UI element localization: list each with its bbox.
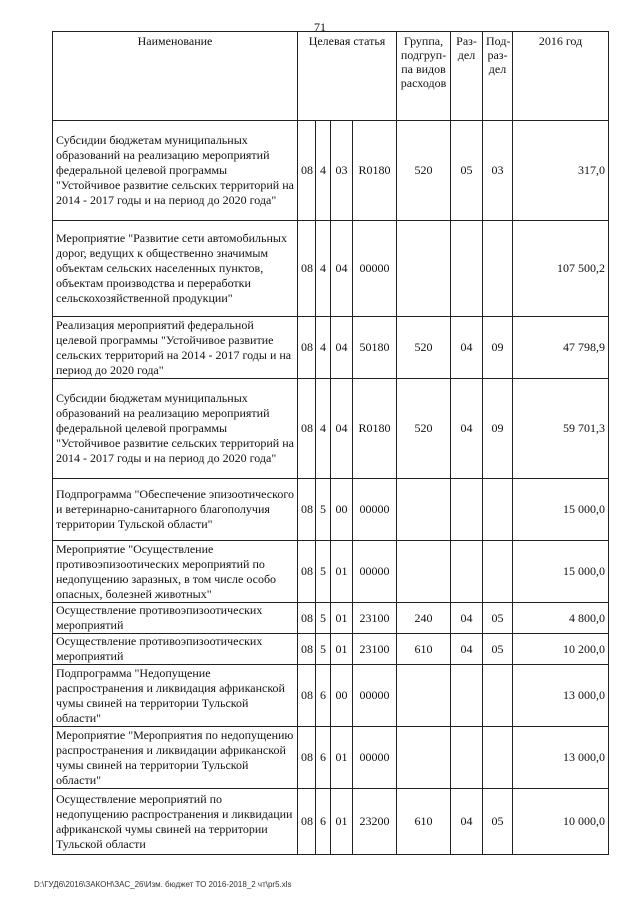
header-subsection: Под-раз-дел — [483, 32, 513, 121]
section: 05 — [451, 121, 483, 221]
target-code-1: 08 — [298, 603, 316, 634]
subsection — [483, 727, 513, 789]
subsection: 03 — [483, 121, 513, 221]
section — [451, 541, 483, 603]
target-code-3: 03 — [331, 121, 353, 221]
section: 04 — [451, 634, 483, 665]
subsection — [483, 479, 513, 541]
target-code-3: 04 — [331, 221, 353, 317]
target-code-1: 08 — [298, 121, 316, 221]
target-code-1: 08 — [298, 479, 316, 541]
subsection — [483, 665, 513, 727]
amount-2016: 15 000,0 — [513, 541, 609, 603]
target-code-4: 00000 — [353, 727, 397, 789]
amount-2016: 59 701,3 — [513, 379, 609, 479]
row-name: Мероприятие "Развитие сети автомобильных дорог, ведущих к общественно значимым объектам сельских населенных пунктов, объектам производства и переработки сельскохозяйственной продукции" — [53, 221, 298, 317]
subsection: 09 — [483, 317, 513, 379]
table-row — [53, 541, 609, 603]
subsection: 05 — [483, 789, 513, 855]
target-code-4: 00000 — [353, 479, 397, 541]
table-body — [53, 121, 609, 855]
row-name: Подпрограмма "Недопущение распространения и ликвидация африканской чумы свиней на территории Тульской области" — [53, 665, 298, 727]
subsection — [483, 541, 513, 603]
section — [451, 727, 483, 789]
target-code-3: 00 — [331, 665, 353, 727]
target-code-3: 00 — [331, 479, 353, 541]
row-name: Осуществление противоэпизоотических мероприятий — [53, 603, 298, 634]
amount-2016: 107 500,2 — [513, 221, 609, 317]
amount-2016: 10 200,0 — [513, 634, 609, 665]
section: 04 — [451, 317, 483, 379]
header-section: Раз-дел — [451, 32, 483, 121]
target-code-4: 00000 — [353, 221, 397, 317]
expense-group — [397, 221, 451, 317]
amount-2016: 13 000,0 — [513, 727, 609, 789]
row-name: Осуществление мероприятий по недопущению распространения и ликвидации африканской чумы свиней на территории Тульской области — [53, 789, 298, 855]
section — [451, 221, 483, 317]
table-row — [53, 479, 609, 541]
target-code-2: 5 — [316, 541, 331, 603]
section — [451, 479, 483, 541]
table-row — [53, 317, 609, 379]
row-name: Подпрограмма "Обеспечение эпизоотического и ветеринарно-санитарного благополучия территории Тульской области" — [53, 479, 298, 541]
subsection: 09 — [483, 379, 513, 479]
target-code-1: 08 — [298, 727, 316, 789]
row-name: Мероприятие "Мероприятия по недопущению распространения и ликвидации африканской чумы свиней на территории Тульской области" — [53, 727, 298, 789]
target-code-4: 50180 — [353, 317, 397, 379]
target-code-3: 01 — [331, 727, 353, 789]
row-name: Реализация мероприятий федеральной целевой программы "Устойчивое развитие сельских территорий на 2014 - 2017 годы и на период до 2020 года" — [53, 317, 298, 379]
target-code-2: 6 — [316, 665, 331, 727]
amount-2016: 10 000,0 — [513, 789, 609, 855]
expense-group — [397, 479, 451, 541]
header-expense-group: Группа, подгруп-па видов расходов — [397, 32, 451, 121]
expense-group: 610 — [397, 634, 451, 665]
target-code-1: 08 — [298, 317, 316, 379]
row-name: Субсидии бюджетам муниципальных образований на реализацию мероприятий федеральной целевой программы "Устойчивое развитие сельских территорий на 2014 - 2017 годы и на период до 2020 года" — [53, 379, 298, 479]
subsection — [483, 221, 513, 317]
target-code-2: 6 — [316, 727, 331, 789]
expense-group: 520 — [397, 121, 451, 221]
amount-2016: 15 000,0 — [513, 479, 609, 541]
target-code-4: 23100 — [353, 634, 397, 665]
expense-group: 240 — [397, 603, 451, 634]
target-code-2: 4 — [316, 121, 331, 221]
target-code-2: 4 — [316, 379, 331, 479]
expense-group — [397, 665, 451, 727]
target-code-3: 01 — [331, 603, 353, 634]
target-code-3: 01 — [331, 541, 353, 603]
expense-group — [397, 541, 451, 603]
amount-2016: 47 798,9 — [513, 317, 609, 379]
target-code-3: 04 — [331, 379, 353, 479]
target-code-3: 01 — [331, 634, 353, 665]
section: 04 — [451, 379, 483, 479]
target-code-4: R0180 — [353, 121, 397, 221]
amount-2016: 317,0 — [513, 121, 609, 221]
row-name: Осуществление противоэпизоотических мероприятий — [53, 634, 298, 665]
amount-2016: 13 000,0 — [513, 665, 609, 727]
expense-group: 610 — [397, 789, 451, 855]
expense-group — [397, 727, 451, 789]
table-row — [53, 634, 609, 665]
subsection: 05 — [483, 603, 513, 634]
section: 04 — [451, 789, 483, 855]
page-number: 71 — [314, 20, 326, 34]
amount-2016: 4 800,0 — [513, 603, 609, 634]
subsection: 05 — [483, 634, 513, 665]
table-row — [53, 665, 609, 727]
target-code-2: 4 — [316, 317, 331, 379]
target-code-1: 08 — [298, 221, 316, 317]
section: 04 — [451, 603, 483, 634]
budget-table — [52, 31, 609, 855]
file-path-footer: D:\ГУД6\2016\ЗАКОН\ЗАС_26\Изм. бюджет ТО 2016-2018_2 чт\pr5.xls — [34, 880, 292, 889]
target-code-2: 5 — [316, 634, 331, 665]
table-row — [53, 603, 609, 634]
target-code-2: 4 — [316, 221, 331, 317]
target-code-4: R0180 — [353, 379, 397, 479]
target-code-1: 08 — [298, 379, 316, 479]
target-code-1: 08 — [298, 665, 316, 727]
table-row — [53, 789, 609, 855]
target-code-1: 08 — [298, 634, 316, 665]
target-code-1: 08 — [298, 541, 316, 603]
table-row — [53, 221, 609, 317]
target-code-4: 23100 — [353, 603, 397, 634]
target-code-4: 00000 — [353, 541, 397, 603]
target-code-3: 04 — [331, 317, 353, 379]
section — [451, 665, 483, 727]
header-year: 2016 год — [513, 32, 609, 121]
target-code-2: 5 — [316, 603, 331, 634]
target-code-1: 08 — [298, 789, 316, 855]
row-name: Субсидии бюджетам муниципальных образований на реализацию мероприятий федеральной целевой программы "Устойчивое развитие сельских территорий на 2014 - 2017 годы и на период до 2020 года" — [53, 121, 298, 221]
target-code-4: 23200 — [353, 789, 397, 855]
expense-group: 520 — [397, 379, 451, 479]
table-row — [53, 121, 609, 221]
target-code-3: 01 — [331, 789, 353, 855]
header-name: Наименование — [53, 32, 298, 121]
row-name: Мероприятие "Осуществление противоэпизоотических мероприятий по недопущению заразных, в том числе особо опасных, болезней животных" — [53, 541, 298, 603]
target-code-4: 00000 — [353, 665, 397, 727]
header-target-article: Целевая статья — [298, 32, 397, 121]
table-row — [53, 727, 609, 789]
table-row — [53, 379, 609, 479]
target-code-2: 5 — [316, 479, 331, 541]
target-code-2: 6 — [316, 789, 331, 855]
expense-group: 520 — [397, 317, 451, 379]
